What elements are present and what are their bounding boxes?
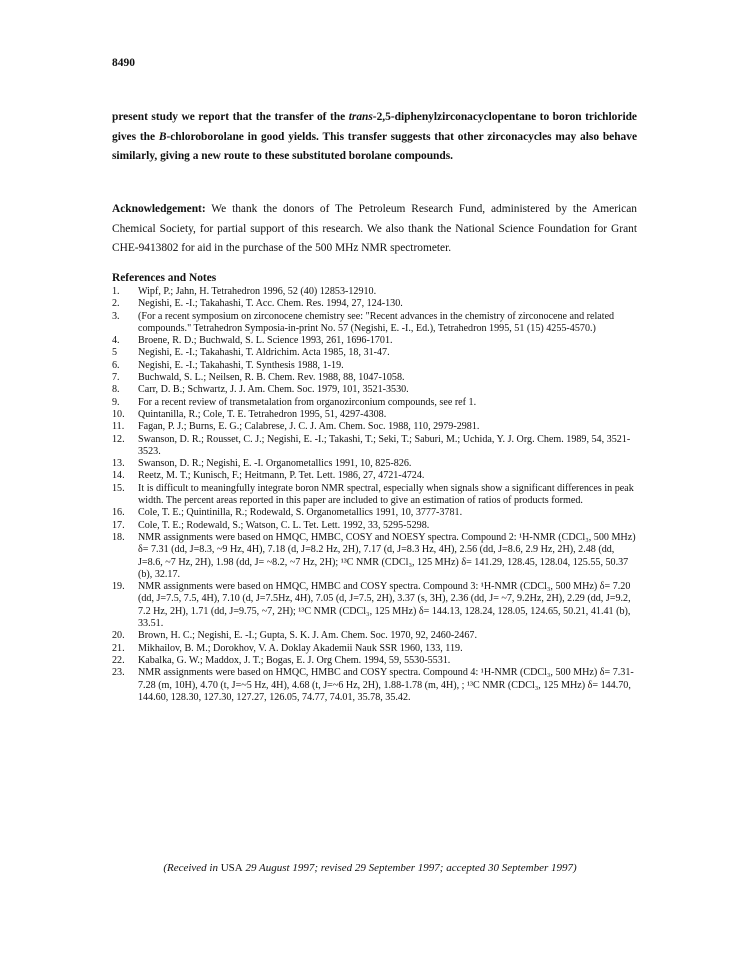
reference-item — [112, 532, 640, 581]
intro-text-3: -chloroborolane in good yields. This transfer suggests that other zirconacycles may also behave similarly, giving a new route to these substituted borolane compounds. — [112, 130, 637, 163]
references-heading: References and Notes — [112, 272, 217, 284]
reference-number: 8. — [112, 384, 120, 396]
reference-text: Broene, R. D.; Buchwald, S. L. Science 1993, 261, 1696-1701. — [138, 335, 393, 347]
reference-item — [112, 667, 640, 704]
reference-item — [112, 483, 640, 508]
reference-item — [112, 286, 640, 298]
reference-text: (For a recent symposium on zirconocene chemistry see: "Recent advances in the chemistry of zirconocene and related compounds." Tetrahedron Symposia-in-print No. 57 (Negishi, E. -I., Ed.), Tetrahedron 1995, 51 (15) 4255-4570.) — [138, 310, 615, 334]
page-number: 8490 — [112, 57, 135, 69]
acknowledgement-text: We thank the donors of The Petroleum Research Fund, administered by the American Chemical Society, for partial support of this research. We also thank the National Science Foundation for Grant CHE-9413802 for aid in the purchase of the 500 MHz NMR spectrometer. — [112, 203, 637, 255]
reference-text: It is difficult to meaningfully integrate boron NMR spectral, especially when signals show a significant differences in peak width. The percent areas reported in this paper are included to give an estimation of ratios of products formed. — [138, 482, 634, 507]
reference-item — [112, 347, 640, 359]
reference-number: 7. — [112, 372, 120, 384]
reference-number: 20. — [112, 630, 125, 642]
reference-number: 13. — [112, 458, 125, 470]
reference-text: Negishi, E. -I.; Takahashi, T. Acc. Chem. Res. 1994, 27, 124-130. — [138, 298, 403, 310]
reference-item — [112, 397, 640, 409]
reference-item — [112, 384, 640, 396]
reference-item — [112, 311, 640, 336]
reference-number: 1. — [112, 286, 120, 297]
reference-number: 17. — [112, 519, 125, 531]
intro-text-2: -2,5-diphenylzirconacyclopentane to boron trichloride gives the — [112, 111, 637, 143]
acknowledgement-paragraph — [112, 200, 637, 259]
received-dates — [0, 862, 740, 874]
received-text-1: (Received in — [163, 862, 221, 874]
reference-text: NMR assignments were based on HMQC, HMBC, COSY and NOESY spectra. Compound 2: ¹H-NMR (CDCl₃, 500 MHz) δ= 7.31 (dd, J=8.3, ~9 Hz, 4H), 7.18 (d, J=8.2 Hz, 2H), 7.17 (d, J=8.3 Hz, 4H), 2.56 (dd, J=8.6, 2.9 Hz, 2H), 2.48 (dd, J=8.6, ~7 Hz, 2H), 1.98 (dd, J= ~8.2, ~7 Hz, 2H); ¹³C NMR (CDCl₃, 125 MHz) δ= 141.29, 128.45, 128.04, 125.55, 50.37 (b), 32.17. — [138, 531, 636, 580]
reference-number: 6. — [112, 359, 120, 371]
references-list — [112, 286, 640, 704]
reference-item — [112, 409, 640, 421]
reference-number: 18. — [112, 531, 125, 543]
reference-item — [112, 470, 640, 482]
reference-number: 23. — [112, 667, 125, 679]
reference-text: Carr, D. B.; Schwartz, J. J. Am. Chem. Soc. 1979, 101, 3521-3530. — [138, 384, 409, 396]
reference-text: NMR assignments were based on HMQC, HMBC and COSY spectra. Compound 4: ¹H-NMR (CDCl₃, 500 MHz) δ= 7.31-7.28 (m, 10H), 4.70 (t, J=~5 Hz, 4H), 4.68 (t, J=~6 Hz, 2H), 1.88-1.78 (m, 4H), ; ¹³C NMR (CDCl₃, 125 MHz) δ= 144.70, 144.60, 128.30, 127.30, 127.27, 126.05, 74.77, 74.01, 35.78, 35.42. — [138, 667, 634, 703]
reference-item — [112, 434, 640, 459]
reference-number: 16. — [112, 507, 125, 519]
reference-item — [112, 298, 640, 310]
reference-number: 19. — [112, 581, 125, 593]
received-country: USA — [220, 862, 243, 874]
reference-number: 9. — [112, 396, 120, 408]
reference-text: Kabalka, G. W.; Maddox, J. T.; Bogas, E. J. Org Chem. 1994, 59, 5530-5531. — [138, 654, 451, 666]
reference-text: Brown, H. C.; Negishi, E. -I.; Gupta, S. K. J. Am. Chem. Soc. 1970, 92, 2460-2467. — [138, 630, 477, 642]
reference-item — [112, 655, 640, 667]
reference-number: 10. — [112, 408, 125, 420]
reference-number: 21. — [112, 642, 125, 654]
reference-item — [112, 643, 640, 655]
reference-text: Negishi, E. -I.; Takahashi, T. Aldrichim. Acta 1985, 18, 31-47. — [138, 347, 390, 359]
reference-number: 2. — [112, 298, 120, 310]
reference-text: Mikhailov, B. M.; Dorokhov, V. A. Doklay Akademii Nauk SSR 1960, 133, 119. — [138, 642, 463, 654]
reference-text: Swanson, D. R.; Rousset, C. J.; Negishi, E. -I.; Takashi, T.; Seki, T.; Saburi, M.; Uchida, Y. J. Org. Chem. 1989, 54, 3521-3523. — [138, 433, 631, 457]
reference-text: Reetz, M. T.; Kunisch, F.; Heitmann, P. Tet. Lett. 1986, 27, 4721-4724. — [138, 470, 425, 482]
reference-number: 3. — [112, 310, 120, 322]
reference-text: Cole, T. E.; Quintinilla, R.; Rodewald, S. Organometallics 1991, 10, 3777-3781. — [138, 507, 463, 519]
reference-text: For a recent review of transmetalation from organozirconium compounds, see ref 1. — [138, 396, 477, 408]
reference-number: 5 — [112, 347, 118, 359]
reference-number: 15. — [112, 482, 125, 494]
reference-text: Wipf, P.; Jahn, H. Tetrahedron 1996, 52 (40) 12853-12910. — [138, 286, 377, 297]
intro-italic-trans: trans — [348, 111, 373, 123]
reference-text: Fagan, P. J.; Burns, E. G.; Calabrese, J. C. J. Am. Chem. Soc. 1988, 110, 2979-2981. — [138, 421, 480, 433]
intro-paragraph — [112, 108, 637, 167]
reference-item — [112, 581, 640, 630]
reference-text: Negishi, E. -I.; Takahashi, T. Synthesis 1988, 1-19. — [138, 359, 344, 371]
acknowledgement-label: Acknowledgement: — [112, 203, 206, 215]
reference-text: Buchwald, S. L.; Neilsen, R. B. Chem. Rev. 1988, 88, 1047-1058. — [138, 372, 405, 384]
reference-number: 11. — [112, 421, 125, 433]
reference-item — [112, 372, 640, 384]
received-text-2: 29 August 1997; revised 29 September 1997; accepted 30 September 1997) — [242, 862, 577, 874]
intro-italic-b: B — [158, 130, 167, 143]
reference-text: NMR assignments were based on HMQC, HMBC and COSY spectra. Compound 3: ¹H-NMR (CDCl₃, 500 MHz) δ= 7.20 (dd, J=7.5, 7.5, 4H), 7.10 (d, J=7.5Hz, 4H), 7.05 (d, J=7.5, 2H), 3.37 (s, 3H), 2.36 (dd, J= ~7, 9.2Hz, 2H), 2.29 (dd, J=9.2, 7.2 Hz, 2H), 1.71 (dd, J=9.75, ~7, 2H); ¹³C NMR (CDCl₃, 125 MHz) δ= 144.13, 128.24, 128.05, 124.65, 50.21, 41.41 (b), 33.51. — [138, 581, 631, 630]
reference-text: Quintanilla, R.; Cole, T. E. Tetrahedron 1995, 51, 4297-4308. — [138, 408, 387, 420]
reference-item — [112, 421, 640, 433]
reference-item — [112, 335, 640, 347]
reference-number: 14. — [112, 470, 125, 482]
reference-item — [112, 630, 640, 642]
reference-item — [112, 458, 640, 470]
reference-item — [112, 520, 640, 532]
intro-text-1: present study we report that the transfer of the — [112, 111, 349, 123]
reference-text: Cole, T. E.; Rodewald, S.; Watson, C. L. Tet. Lett. 1992, 33, 5295-5298. — [138, 519, 430, 531]
reference-number: 12. — [112, 433, 125, 445]
reference-number: 22. — [112, 654, 125, 666]
reference-item — [112, 507, 640, 519]
reference-number: 4. — [112, 335, 120, 347]
reference-text: Swanson, D. R.; Negishi, E. -I. Organometallics 1991, 10, 825-826. — [138, 458, 412, 470]
reference-item — [112, 360, 640, 372]
